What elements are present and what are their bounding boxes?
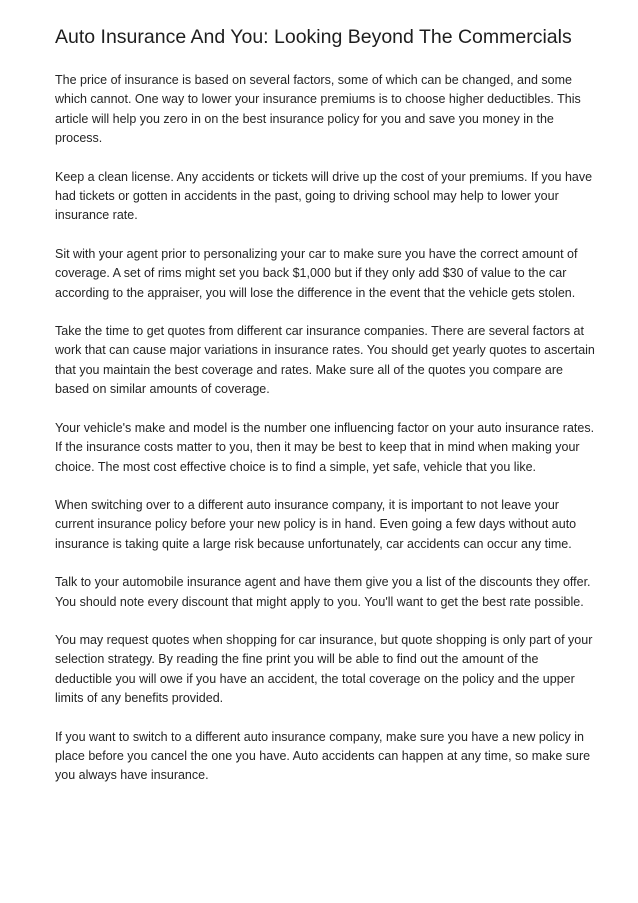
paragraph: The price of insurance is based on several factors, some of which can be changed, and some which cannot. One way to lower your insurance premiums is to choose higher deductibles. This article will help you zero in on the best insurance policy for you and save you money in the process. [55,73,581,146]
paragraph: Take the time to get quotes from different car insurance companies. There are several factors at work that can cause major variations in insurance rates. You should get yearly quotes to ascertain that you maintain the best coverage and rates. Make sure all of the quotes you compare are based on similar amounts of coverage. [55,324,595,397]
paragraph: When switching over to a different auto insurance company, it is important to not leave your current insurance policy before your new policy is in hand. Even going a few days without auto insurance is taking quite a large risk because unfortunately, car accidents can occur any time. [55,497,577,551]
paragraph: If you want to switch to a different auto insurance company, make sure you have a new policy in place before you cancel the one you have. Auto accidents can happen at any time, so make sure you always have insurance. [55,729,591,783]
paragraph: Talk to your automobile insurance agent and have them give you a list of the discounts they offer. You should note every discount that might apply to you. You'll want to get the best rate possible. [55,575,591,609]
document-title: Auto Insurance And You: Looking Beyond The Commercials [55,26,572,48]
paragraph: Your vehicle's make and model is the number one influencing factor on your auto insurance rates. If the insurance costs matter to you, then it may be best to keep that in mind when making your choice. The most cost effective choice is to find a simple, yet safe, vehicle that you like. [55,420,595,474]
paragraph: You may request quotes when shopping for car insurance, but quote shopping is only part of your selection strategy. By reading the fine print you will be able to find out the amount of the deductible you will owe if you have an accident, the total coverage on the policy and the upper limits of any benefits provided. [55,632,593,706]
paragraph: Sit with your agent prior to personalizing your car to make sure you have the correct amount of coverage. A set of rims might set you back $1,000 but if they only add $30 of value to the car according to the appraiser, you will lose the difference in the event that the vehicle gets stolen. [55,246,578,300]
paragraph: Keep a clean license. Any accidents or tickets will drive up the cost of your premiums. If you have had tickets or gotten in accidents in the past, going to driving school may help to lower your insurance rate. [55,169,593,223]
